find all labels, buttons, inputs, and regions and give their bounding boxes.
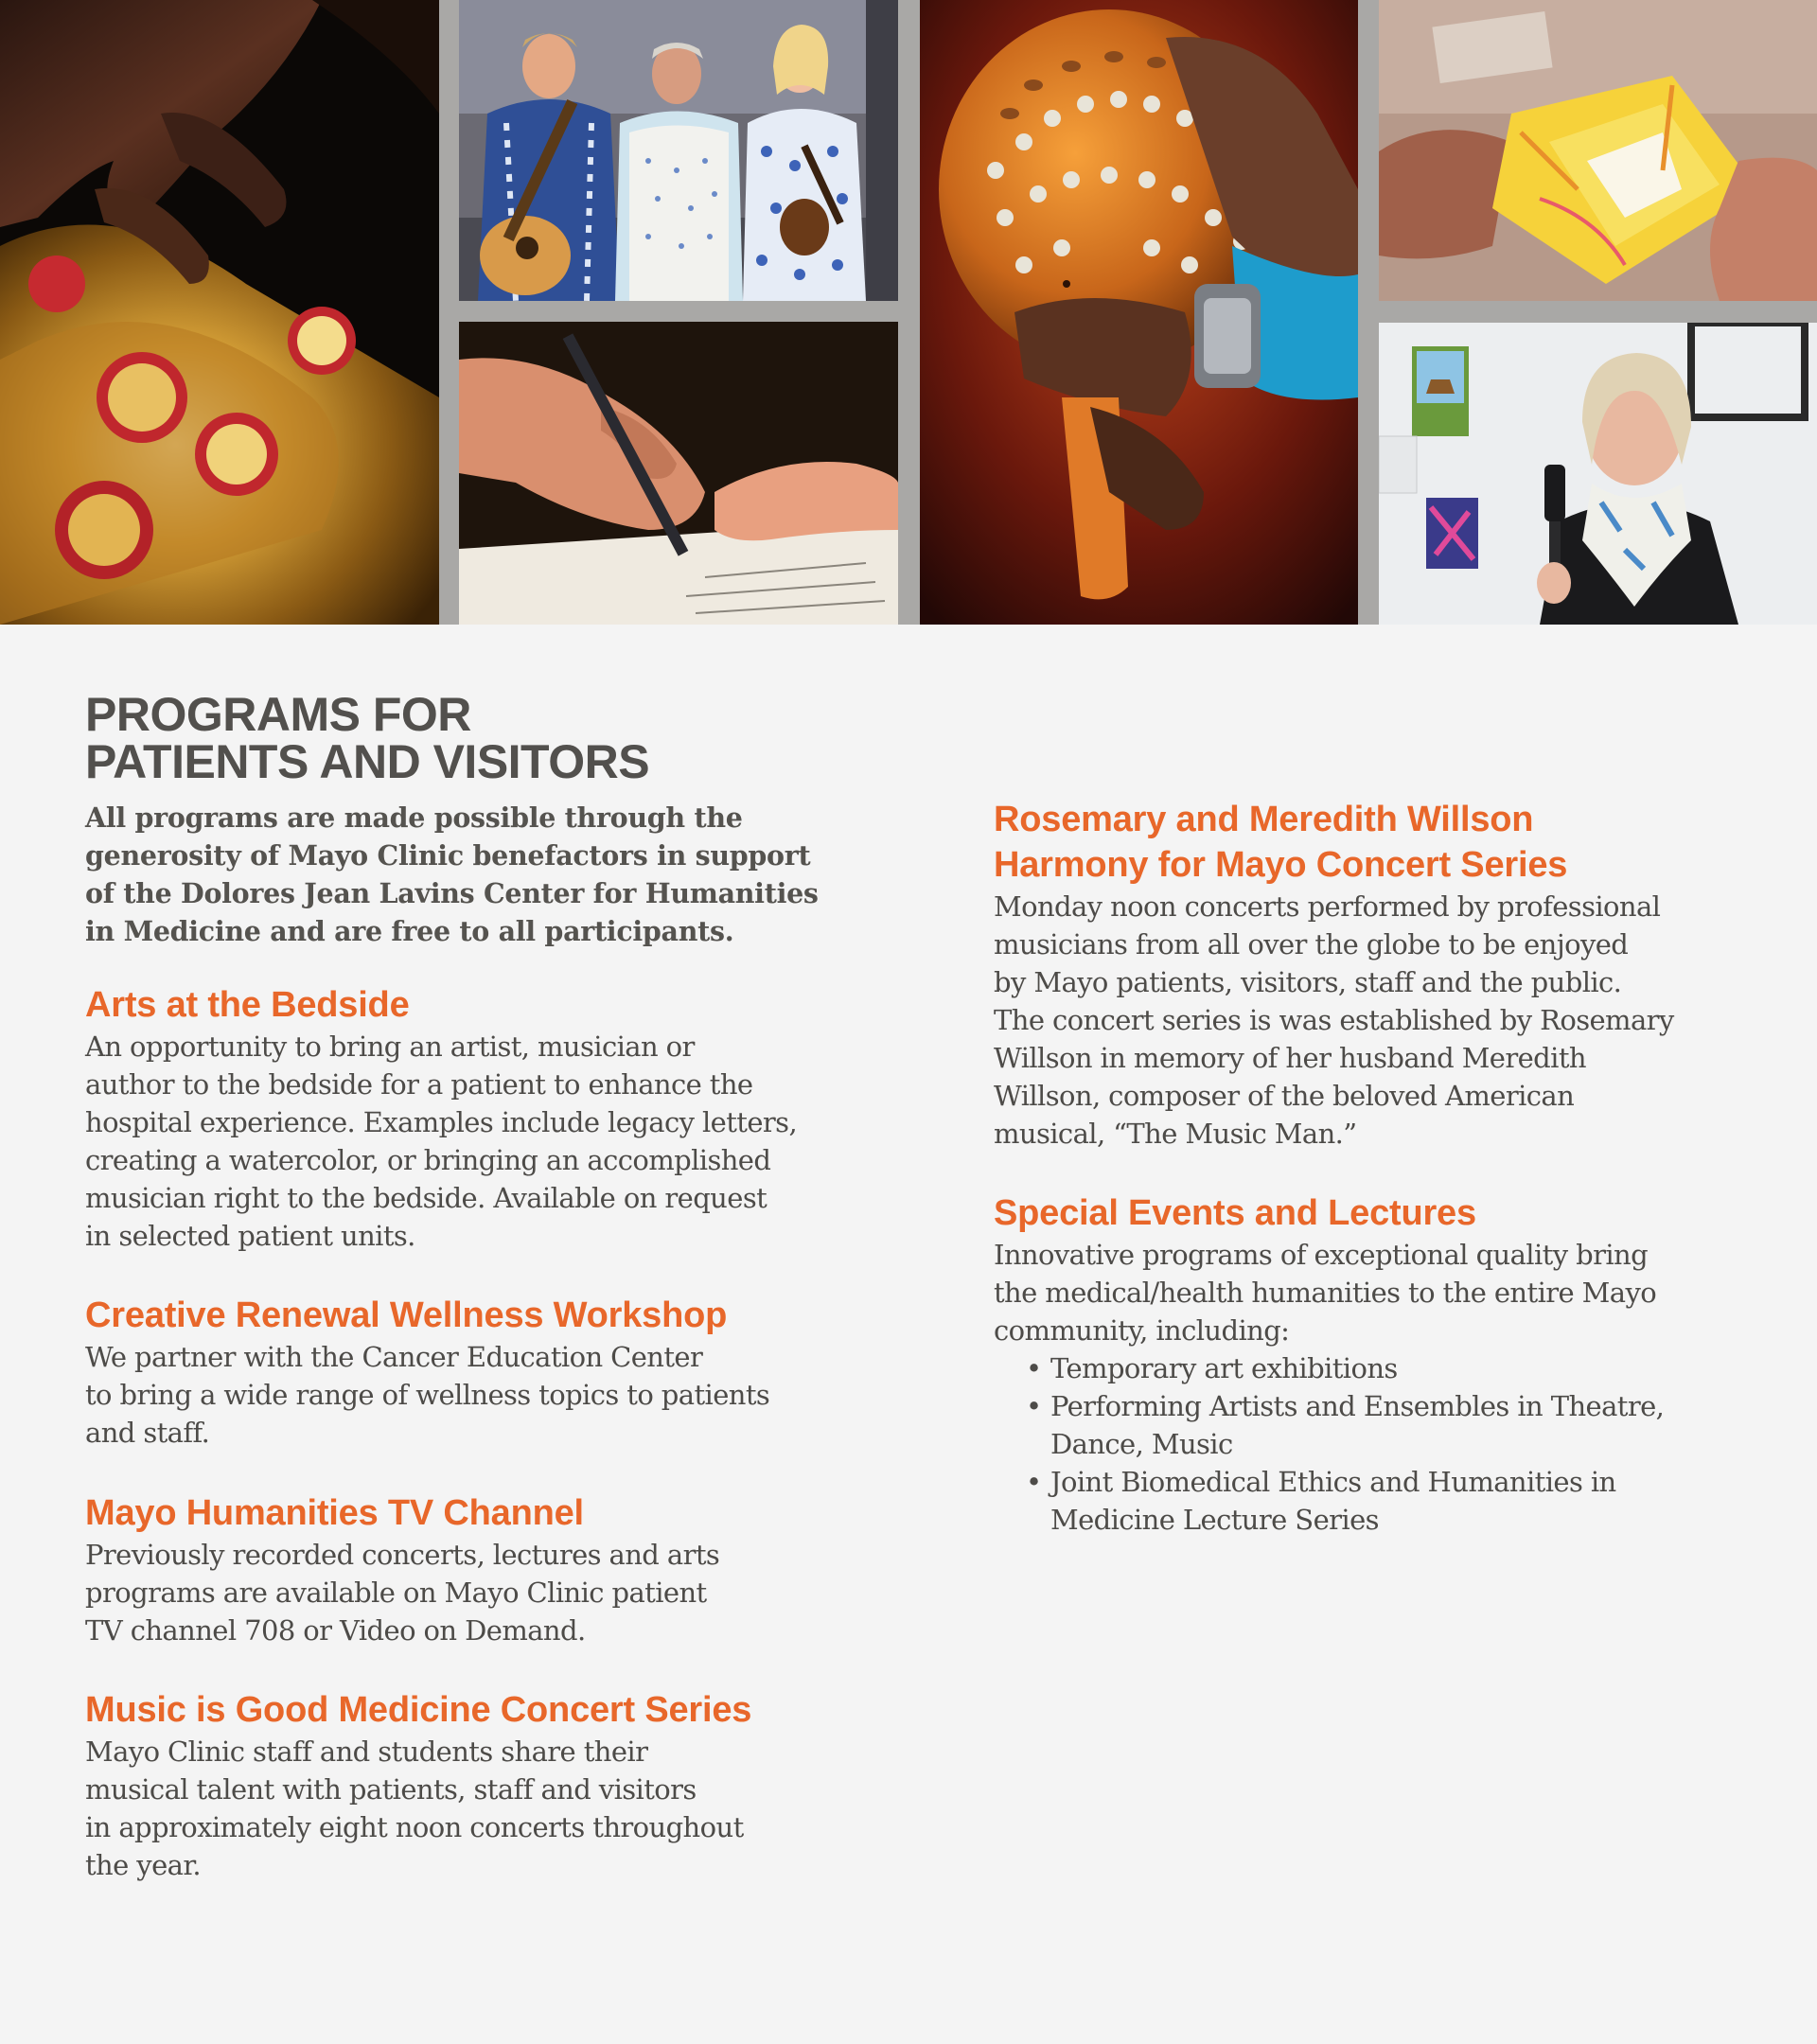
list-item-text: Joint Biomedical Ethics and Humanities in Medicine Lecture Series <box>1050 1466 1616 1536</box>
page-title-line-2: PATIENTS AND VISITORS <box>85 735 650 788</box>
list-item-text: Temporary art exhibitions <box>1050 1352 1398 1384</box>
page-title <box>85 688 650 788</box>
speaker-photo <box>1379 323 1817 625</box>
section-body: We partner with the Cancer Education Center to bring a wide range of wellness topics to patients and staff. <box>85 1341 770 1449</box>
section-heading: Arts at the Bedside <box>85 985 410 1025</box>
section-music-is-good-medicine <box>85 1687 871 1884</box>
section-body: Mayo Clinic staff and students share their musical talent with patients, staff and visitors in approximately eight noon concerts throughout the year. <box>85 1736 744 1881</box>
bullet-icon: • <box>1026 1466 1042 1498</box>
list-item <box>1026 1349 1779 1387</box>
gourd-shaker-photo <box>920 0 1358 625</box>
section-heading: Mayo Humanities TV Channel <box>85 1493 584 1533</box>
section-humanities-tv-channel <box>85 1490 871 1649</box>
trio-musicians-photo <box>459 0 898 301</box>
section-heading: Rosemary and Meredith Willson Harmony for Mayo Concert Series <box>994 800 1568 885</box>
section-creative-renewal-workshop <box>85 1293 871 1452</box>
section-heading: Special Events and Lectures <box>994 1193 1476 1233</box>
writing-photo <box>459 322 898 625</box>
section-special-events-and-lectures <box>994 1190 1779 1539</box>
bullet-icon: • <box>1026 1390 1042 1422</box>
intro-paragraph: All programs are made possible through the generosity of Mayo Clinic benefactors in support of the Dolores Jean Lavins Center for Humanities in Medicine and are free to all participants. <box>85 802 819 947</box>
section-body: An opportunity to bring an artist, musician or author to the bedside for a patient to enhance the hospital experience. Examples include legacy letters, creating a watercolor, or bringing an accomplished musician right to the bedside. Available on request in selected patient units. <box>85 1031 798 1252</box>
section-arts-at-the-bedside <box>85 982 871 1255</box>
origami-photo <box>1379 0 1817 301</box>
saxophone-photo <box>0 0 439 625</box>
list-item <box>1026 1463 1779 1539</box>
photo-collage <box>0 0 1817 625</box>
list-item-text: Performing Artists and Ensembles in Theatre, Dance, Music <box>1050 1390 1665 1460</box>
section-heading: Creative Renewal Wellness Workshop <box>85 1295 728 1335</box>
page-title-line-1: PROGRAMS FOR <box>85 688 471 741</box>
list-item <box>1026 1387 1779 1463</box>
section-body: Monday noon concerts performed by professional musicians from all over the globe to be enjoyed by Mayo patients, visitors, staff and the public. The concert series is was established by Rosemary Willson in memory of her husband Meredith Willson, composer of the beloved American musical, “The Music Man.” <box>994 890 1674 1150</box>
section-body: Previously recorded concerts, lectures and arts programs are available on Mayo Clinic patient TV channel 708 or Video on Demand. <box>85 1539 720 1647</box>
bullet-list <box>994 1349 1779 1539</box>
section-heading: Music is Good Medicine Concert Series <box>85 1690 752 1730</box>
section-willson-concert-series <box>994 797 1779 1153</box>
bullet-icon: • <box>1026 1352 1042 1384</box>
section-body: Innovative programs of exceptional quality bring the medical/health humanities to the entire Mayo community, including: <box>994 1239 1657 1347</box>
